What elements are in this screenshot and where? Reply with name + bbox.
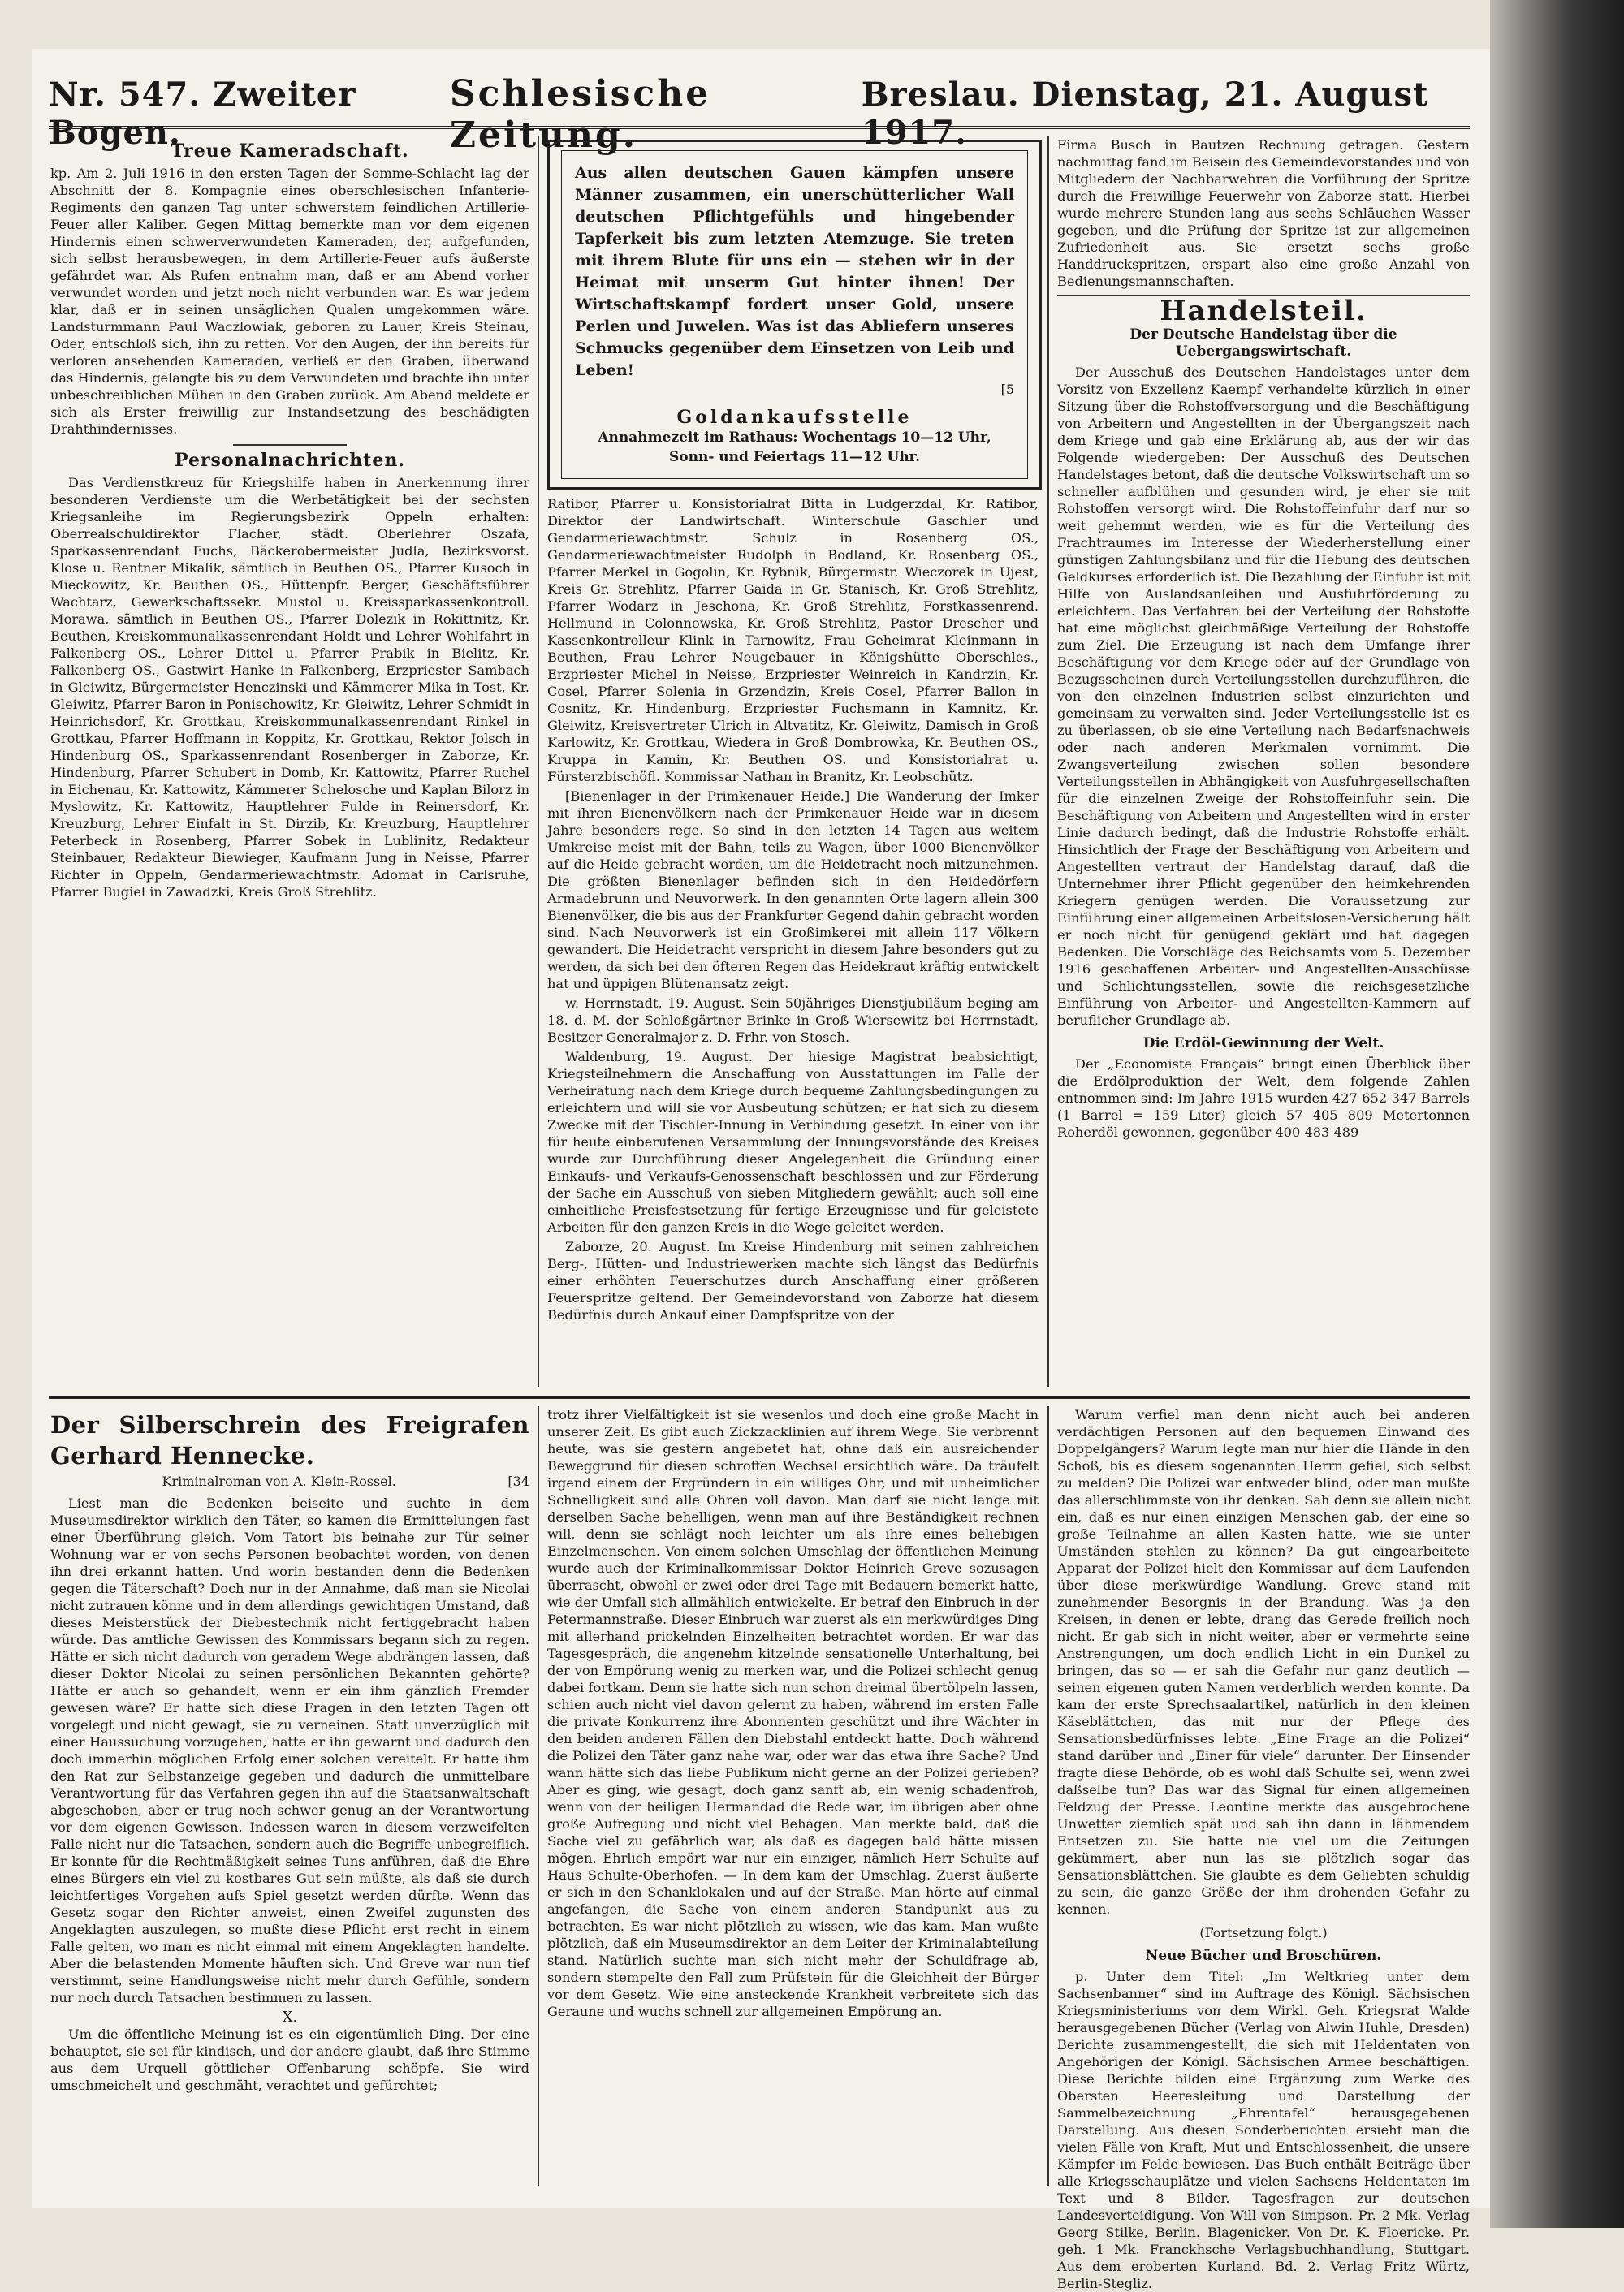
column-divider [1047,136,1049,1387]
issue-number: Nr. 547. Zweiter Bogen. [49,76,356,152]
scan-edge [1490,0,1624,2228]
gold-office-title: Goldankaufsstelle [676,407,913,428]
divider [1057,295,1470,296]
appeal-mark: [5 [1000,382,1014,397]
roman-column-2 [547,1406,1039,2186]
place-date: Breslau. Dienstag, 21. August 1917. [861,76,1429,152]
roman-column-1 [50,1406,529,2186]
gold-hours-weekday: Annahmezeit im Rathaus: Wochentags 10—12 Uhr, [598,429,991,446]
column-divider [538,136,539,1387]
newspaper-title: Schlesische Zeitung. [449,73,711,156]
roman-column-3 [1057,1406,1470,2291]
divider [233,444,347,446]
bienenlager-article: [Bienenlager in der Primkenauer Heide.] Die Wanderung der Imker mit ihren Bienenvölkern nach der Primkenauer Heide war in diesem Jahre besonders rege. So sind in den letzten 14 Tagen aus weitem Umkreise meist mit der Bahn, teils zu Wagen, über 1000 Bienenvölker auf die Heide gebracht worden, um die Heidetracht noch mitzunehmen. Die größten Bienenlager befinden sich in den Heidedörfern Armadebrunn und Neuvorwerk. In den genannten Orte lagern allein 300 Bienenvölker, die bis aus der Frankfurter Gegend dahin gebracht worden sind. Nach Neuvorwerk ist ein Großimkerei mit allein 117 Völkern gewandert. Die Heidetracht verspricht in diesem Jahre besonders gut zu werden, da sich bei den öfteren Regen das Heidekraut kräftig entwickelt hat und üppigen Blütenansatz zeigt. [547,788,1039,991]
personal-article: Das Verdienstkreuz für Kriegshilfe haben in Anerkennung ihrer besonderen Verdienste um die Werbetätigkeit bei der sechsten Kriegsanleihe im Regierungsbezirk Oppeln erhalten: Oberrealschuldirektor Flacher, städt. Oberlehrer Oszafa, Sparkassenrendant Fuchs, Bäckerobermeister Judla, Bezirksvorst. Klose u. Rentner Mikalik, sämtlich in Beuthen OS., Pfarrer Kusoch in Mieckowitz, Kr. Beuthen OS., Hüttenpfr. Berger, Geschäftsführer Wachtarz, Gewerkschaftssekr. Mustol u. Kreissparkassenkontroll. Morawa, sämtlich in Beuthen OS., Pfarrer Dolezik in Rokittnitz, Kr. Beuthen, Kreiskommunalkassenrendant Holdt und Lehrer Wohlfahrt in Falkenberg OS., Lehrer Dittel u. Pfarrer Prabik in Bielitz, Kr. Falkenberg OS., Gastwirt Hanke in Falkenberg, Erzpriester Sambach in Gleiwitz, Bürgermeister Henczinski und Kämmerer Mika in Tost, Kr. Gleiwitz, Pfarrer Baron in Ponischowitz, Kr. Gleiwitz, Lehrer Schmidt in Heinrichsdorf, Kr. Grottkau, Kreiskommunalkassenrendant Rinkel in Grottkau, Pfarrer Hoffmann in Koppitz, Kr. Grottkau, Rektor Jolsch in Hindenburg OS., Sparkassenrendant Rosenberger in Zaborze, Kr. Hindenburg, Pfarrer Schubert in Domb, Kr. Kattowitz, Pfarrer Ruchel in Eichenau, Kr. Kattowitz, Kämmerer Schelosche und Kaplan Bilorz in Myslowitz, Kr. Kattowitz, Hauptlehrer Fulde in Reinersdorf, Kr. Kreuzburg, Lehrer Einfalt in St. Dirzib, Kr. Kreuzburg, Hauptlehrer Peterbeck in Rosenberg, Pfarrer Sobek in Lublinitz, Redakteur Steinbauer, Redakteur Biewieger, Kaufmann Jung in Neisse, Pfarrer Richter in Oppeln, Gendarmeriewachtmstr. Adomat in Carlsruhe, Pfarrer Bugiel in Zawadzki, Kreis Groß Strehlitz. [50,475,529,900]
gold-appeal-text: Aus allen deutschen Gauen kämpfen unsere Männer zusammen, ein unerschütterlicher Wall deutschen Pflichtgefühls und hingebender Tapferkeit bis zum letzten Atemzuge. Sie treten mit ihrem Blute für uns ein — stehen wir in der Heimat mit unserm Gut hinter ihnen! Der Wirtschaftskampf fordert unser Gold, unsere Perlen und Juwelen. Was ist das Abliefern unseres Schmucks gegenüber dem Einsetzen von Leib und Leben! [575,164,1014,379]
column-left [50,136,529,1387]
handelstag-subheading: Der Deutsche Handelstag über die Uebergangswirtschaft. [1129,326,1397,360]
roman-text-3: trotz ihrer Vielfältigkeit ist sie wesenlos und doch eine große Macht in unserer Zeit. Es gibt auch Zickzacklinien auf ihrem Wege. Sie verbrennt heute, was sie gestern angebetet hat, ohne daß ein ausreichender Beweggrund für diesen schroffen Wechsel ersichtlich wäre. Da träufelt irgend einem der Ergründern in ein williges Ohr, und mit unheimlicher Schnelligkeit sind alle Ohren voll davon. Man darf sie nicht lange mit derselben Sache behelligen, wenn man auf ihre Beständigkeit rechnen will, denn sie schlägt noch leichter um als ihre eines beliebigen Einzelmenschen. Von einem solchen Umschlag der öffentlichen Meinung wurde auch der Kriminalkommissar Doktor Heinrich Greve sozusagen überrascht, obwohl er zwei oder drei Tage mit Bedauern bemerkt hatte, wie der Umfall sich allmählich entwickelte. Er betraf den Einbruch in der Petermannstraße. Dieser Einbruch war zuerst als ein merkwürdiges Ding mit allerhand prickelnden Einzelheiten betrachtet worden. Er war das Tagesgespräch, die angenehm kitzelnde sensationelle Unterhaltung, bei der von Empörung wenig zu merken war, und die Polizei schlecht genug dabei fortkam. Denn sie hatte sich nun schon dreimal übertölpeln lassen, schien auch nicht viel davon gelernt zu haben, während im ersten Falle die private Konkurrenz ihre Abonnenten geschützt und ihre Wächter in den beiden anderen Fällen den Diebstahl entdeckt hatte. Doch während die Polizei den Täter ganz nahe war, oder war das etwa ihre Sache? Und wann hätte sich das liebe Publikum nicht gerne an der Polizei gerieben? Aber es ging, wie gesagt, doch ganz sanft ab, ein wenig schadenfroh, wenn von der heiligen Hermandad die Rede war, im übrigen aber ohne große Aufregung und nicht viel Behagen. Man merkte bald, daß die Sache viel zu gefährlich war, als daß es dagegen bald hätte missen mögen. Ehrlich empört war nur ein einziger, nämlich Herr Schulte auf Haus Schulte-Oberhofen. — In dem kam der Umschlag. Zuerst äußerte er sich in den Schanklokalen und auf der Straße. Man hörte auf einmal angefangen, die Sache von einem anderen Standpunkt aus zu betrachten. Es war nicht plötzlich zu wissen, wie das kam. Man wußte plötzlich, daß ein Museumsdirektor an dem Leiter der Kriminalabteilung stand. Natürlich suchte man sich nicht mehr der Schuldfrage ab, sondern stempelte den Fall zum Prüfstein für die Gleichheit der Bürger vor dem Gesetz. Wie eine ansteckende Krankheit verbreitete sich das Geraune und wuchs schnell zur allgemeinen Empörung an. [547,1407,1039,2019]
treue-article: kp. Am 2. Juli 1916 in den ersten Tagen der Somme-Schlacht lag der Abschnitt der 8. Kompagnie eines oberschlesischen Infanterie-Regiments den ganzen Tag unter schwerstem feindlichen Artillerie-Feuer aller Kaliber. Gegen Mittag bemerkte man vor dem eigenen Hindernis einen schwerverwundeten Kameraden, der, aufgefunden, sich selbst herausbewegen, in dem Artillerie-Feuer aufs äußerste gefährdet war. Als Rufen entnahm man, daß er am Abend vorher verwundet worden und jetzt noch nicht verbunden war. Es war jedem klar, daß er in seinen unsäglichen Qualen umgekommen wäre. Landsturmmann Paul Waczlowiak, geboren zu Lauer, Kreis Steinau, Oder, entschloß sich, ihn zu retten. Vor den Augen, der ihn bereits für verloren ansehenden Kameraden, verließ er den Graben, überwand das Hindernis, gelangte bis zu dem Verwundeten und brachte ihn unter unbeschreiblichen Mühen in den Graben zurück. Am Abend meldete er sich als Erster freiwillig zur Instandsetzung des beschädigten Drahthindernisses. [50,166,529,437]
personal-continuation: Ratibor, Pfarrer u. Konsistorialrat Bitta in Ludgerzdal, Kr. Ratibor, Direktor der Landwirtschaft. Winterschule Gaschler und Gendarmeriewachtmstr. Schulz in Rosenberg OS., Gendarmeriewachtmeister Rudolph in Bodland, Kr. Rosenberg OS., Pfarrer Merkel in Gogolin, Kr. Rybnik, Bürgermstr. Wieczorek in Ujest, Kreis Gr. Strehlitz, Pfarrer Gaida in Gr. Stanisch, Kr. Groß Strehlitz, Pfarrer Wodarz in Jeschona, Kr. Groß Strehlitz, Forstkassenrend. Hellmund in Colonnowska, Kr. Groß Strehlitz, Pastor Drescher und Kassenkontrolleur Klink in Tarnowitz, Frau Geheimrat Kleinmann in Beuthen, Frau Lehrer Neugebauer in Königshütte Oberschles., Erzpriester Michel in Neisse, Erzpriester Weinreich in Kandrzin, Kr. Cosel, Pfarrer Solenia in Grzendzin, Kreis Cosel, Pfarrer Ballon in Cosnitz, Kr. Hindenburg, Erzpriester Fuchsmann in Kamnitz, Kr. Gleiwitz, Kreisvertreter Ulrich in Altvatitz, Kr. Gleiwitz, Damisch in Groß Karlowitz, Kr. Grottkau, Wiedera in Groß Dombrowka, Kr. Beuthen OS., Kruppa in Kamin, Kr. Beuthen OS. und Konsistorialrat u. Fürsterzbischöfl. Kommissar Nathan in Branitz, Kr. Leobschütz. [547,496,1039,784]
gold-appeal-box [547,140,1042,490]
column-middle [547,495,1039,1387]
roman-title: Der Silberschrein des Freigrafen Gerhard Hennecke. [50,1411,529,1470]
masthead-rule [49,126,1470,129]
roman-byline [50,1473,529,1490]
roman-author: Kriminalroman von A. Klein-Rossel. [162,1474,396,1489]
column-divider [1047,1406,1049,2186]
gold-hours-sunday: Sonn- und Feiertags 11—12 Uhr. [669,449,920,465]
continued-note: (Fortsetzung folgt.) [1199,1925,1328,1940]
roman-text-2: Um die öffentliche Meinung ist es ein eigentümlich Ding. Der eine behauptet, sie sei für kindisch, und der andere glaubt, daß ihre Stimme aus dem Urquell göttlicher Offenbarung schöpfe. Sie wird umschmeichelt und geschmäht, verachtet und gefürchtet; [50,2027,529,2093]
erdoel-subheading: Die Erdöl-Gewinnung der Welt. [1142,1035,1384,1051]
roman-text-1: Liest man die Bedenken beiseite und suchte in dem Museumsdirektor wirklich den Täter, so kamen die Ermittelungen fast einer Überführung gleich. Vom Tatort bis beinahe zur Tür seiner Wohnung war er von sechs Personen beobachtet worden, von denen ihn drei erkannt hatten. Und worin bestanden denn die Bedenken gegen die Täterschaft? Doch nur in der Annahme, daß man sie Nicolai nicht zutrauen könne und in dem allerdings gewichtigen Umstand, daß dieses Meisterstück der Diebestechnik nicht fertiggebracht haben würde. Das amtliche Gewissen des Kommissars begann sich zu regen. Hätte er sich nicht dadurch von geradem Wege abdrängen lassen, daß dieser Doktor Nicolai zu seinen persönlichen Bekannten gehörte? Hätte er auch so gehandelt, wenn er ein ihm gänzlich Fremder gewesen wäre? Er hatte sich diese Fragen in den letzten Tagen oft vorgelegt und nicht gewagt, sie zu verneinen. Statt unverzüglich mit einer Haussuchung vorzugehen, hatte er ihn gewarnt und dadurch den doch immerhin möglichen Erfolg einer solchen vereitelt. Er hatte ihm den Rat zur Selbstanzeige gegeben und dadurch die unmittelbare Verantwortung für das Verfahren gegen ihn auf die Staatsanwaltschaft abgeschoben, aber er trug noch schwer genug an der Verantwortung vor dem eigenen Gewissen. Indessen waren in diesem verzweifelten Falle nicht nur die Tatsachen, sondern auch die Begriffe unbegreiflich. Er konnte für die Rechtmäßigkeit seines Tuns anführen, daß die Ehre eines Bürgers ein viel zu kostbares Gut sein müßte, als daß sie durch leichtfertiges Vorgehen aufs Spiel gesetzt werden dürfte. Wenn das Gesetz sogar den Richter anweist, einen Zweifel zugunsten des Angeklagten auszulegen, so mußte diese Pflicht erst recht in einem Falle gelten, wo man es nicht einmal mit einem Angeklagten handelte. Aber die belastenden Momente häuften sich. Und Greve war nun tief verstimmt, seine Handlungsweise nicht mehr durch Gefühle, sondern nur noch durch Tatsachen bestimmen zu lassen. [50,1496,529,2005]
erdoel-article: Der „Economiste Français“ bringt einen Überblick über die Erdölproduktion der Welt, dem folgende Zahlen entnommen sind: Im Jahre 1915 wurden 427 652 347 Barrels (1 Barrel = 159 Liter) gleich 57 405 809 Metertonnen Roherdöl gewonnen, gegenüber 400 483 489 [1057,1056,1470,1140]
handelstag-article: Der Ausschuß des Deutschen Handelstages unter dem Vorsitz von Exzellenz Kaempf verhandelte kürzlich in einer Sitzung über die Rohstoffversorgung und die Beschäftigung von Arbeitern und Angestellten in der Übergangszeit nach dem Kriege und gab eine Erklärung ab, aus der wir das Folgende wiedergeben: Der Ausschuß des Deutschen Handelstages betont, daß die deutsche Volkswirtschaft um so schneller aufblühen und gesunden wird, je eher sie mit Rohstoffen versorgt wird. Die Rohstoffeinfuhr darf nur so weit gehemmt werden, wie es für die Verteilung des Frachtraumes im Interesse der Wiederherstellung einer günstigen Zahlungsbilanz und für die Hebung des deutschen Geldkurses erforderlich ist. Die Bezahlung der Einfuhr ist mit Hilfe von Auslandsanleihen und Ausfuhrförderung zu erleichtern. Das Verfahren bei der Verteilung der Rohstoffe hat eine möglichst gleichmäßige Verteilung der Rohstoffe zum Ziel. Die Erzeugung ist nach dem Umfange ihrer Beschäftigung vor dem Kriege oder auf der Grundlage von Bezugsscheinen durch Verteilungsstellen durchzuführen, die von den einzelnen Industrien selbst einzurichten und gemeinsam zu verwalten sind. Jeder Verteilungsstelle ist es zu überlassen, ob sie eine Verteilung nach Bedarfsnachweis oder nach anderen Merkmalen vornimmt. Die Zwangsverteilung zwischen sollen besondere Verteilungsstellen in Abhängigkeit von Ausfuhrgesellschaften für die einzelnen Zweige der Rohstoffeinfuhr sein. Die Beschäftigung von Arbeitern und Angestellten wird in erster Linie dadurch bedingt, daß die Industrie Rohstoffe erhält. Hinsichtlich der Frage der Beschäftigung von Arbeitern und Angestellten vertraut der Handelstag darauf, daß die Unternehmer ihrer Pflicht gegenüber den heimkehrenden Kriegern genügen werden. Die Voraussetzung zur Einführung einer allgemeinen Arbeitslosen-Versicherung hält er noch nicht für genügend geklärt und hat dagegen Bedenken. Die Vorschläge des Reichsamts vom 5. Dezember 1916 geschaffenen Arbeiter- und Angestellten-Ausschüsse und Schlichtungsstellen, sowie die reichsgesetzliche Einführung von Arbeiter- und Angestellten-Kammern auf beruflicher Grundlage ab. [1057,365,1470,1028]
buecher-article: p. Unter dem Titel: „Im Weltkrieg unter dem Sachsenbanner“ sind im Auftrage des Königl. Sächsischen Kriegsministeriums von dem Wirkl. Geh. Kriegsrat Walde herausgegebenen Bücher (Verlag von Alwin Huhle, Dresden) Berichte zusammengestellt, die sich mit Heldentaten von Angehörigen der Königl. Sächsischen Armee beschäftigen. Diese Berichte bilden eine Ergänzung zum Werke des Obersten Heeresleitung und Darstellung der Sammelbezeichnung „Ehrentafel“ herausgegebenen Darstellung. Aus diesen Sonderberichten ersieht man die vielen Fälle von Kraft, Mut und Entschlossenheit, die unsere Kämpfer im Felde bewiesen. Das Buch enthält Beiträge über alle Kriegsschauplätze und vielen Sachsens Heldentaten im Text und 8 Bilder. Tagesfragen zur deutschen Landesverteidigung. Von Will von Simpson. Pr. 2 Mk. Verlag Georg Stilke, Berlin. Blagenicker. Von Dr. K. Floericke. Pr. geh. 1 Mk. Franckhsche Verlagsbuchhandlung, Stuttgart. Aus dem eroberten Kurland. Bd. 2. Verlag Fritz Würtz, Berlin-Stegliz. [1057,1969,1470,2291]
handelsteil-heading: Handelsteil. [1160,295,1367,327]
chapter-numeral: X. [282,2009,298,2026]
zaborze-article: Zaborze, 20. August. Im Kreise Hindenburg mit seinen zahlreichen Berg-, Hütten- und Industriewerken machte sich längst das Bedürfnis einer erhöhten Feuerschutzes durch Anschaffung einer größeren Feuerspritze geltend. Der Gemeindevorstand von Zaborze hat diesem Bedürfnis durch Ankauf einer Dampfspritze von der [547,1239,1039,1323]
feuerspritze-continuation: Firma Busch in Bautzen Rechnung getragen. Gestern nachmittag fand im Beisein des Gemeindevorstandes und von Mitgliedern der Nachbarwehren die Vorführung der Spritze durch die Freiwillige Feuerwehr von Zaborze statt. Hierbei wurde mehrere Stunden lang aus sechs Schläuchen Wasser gegeben, und die Prüfung der Spritze ist zur allgemeinen Zufriedenheit aus. Sie ersetzt sechs große Handdruckspritzen, erspart also eine große Anzahl von Bedienungsmannschaften. [1057,137,1470,289]
roman-text-4: Warum verfiel man denn nicht auch bei anderen verdächtigen Personen auf den bequemen Einwand des Doppelgängers? Warum legte man nur hier die Hände in den Schoß, bis es diesem sogenannten Herrn gefiel, sich selbst zu melden? Die Polizei war entweder blind, oder man mußte das allerschlimmste von ihr denken. Sah denn sie allein nicht ein, daß es nur einen einzigen Menschen gab, der eine so große Teilnahme an allen Kasten hatte, wie sie unter Umständen stehlen zu können? Da gut eingearbeitete Apparat der Polizei hielt den Kommissar auf dem Laufenden über diese merkwürdige Wandlung. Greve stand mit zunehmender Besorgnis in der Brandung. Was ja den Kreisen, in denen er lebte, drang das Gerede freilich noch nicht. Er gab sich in nicht weiter, aber er vermehrte seine Anstrengungen, um doch endlich Licht in ein Dunkel zu bringen, das so — er sah die Gefahr nur ganz deutlich — seinen eigenen guten Namen verderblich werden konnte. Da kam der erste Sprechsaalartikel, natürlich in den kleinen Käseblättchen, das mit nur der Pflege des Sensationsbedürfnisses lebte. „Eine Frage an die Polizei“ stand darüber und „Einer für viele“ darunter. Der Einsender fragte diese Behörde, ob es wohl daß Schulte sei, wenn zwei daßselbe tun? Das war das Signal für einen allgemeinen Feldzug der Presse. Leontine merkte das ausgebrochene Unwetter ziemlich spät und sah ihn dann in lähmendem Entsetzen zu. Sie hatte nie viel um die Zeitungen gekümmert, aber nun las sie plötzlich sogar das Sensationsblättchen. Sie glaubte es dem Geliebten schuldig zu sein, die ganze Größe der ihm drohenden Gefahr zu kennen. [1057,1407,1470,1917]
treue-heading: Treue Kameradschaft. [171,140,409,162]
installment-number: [34 [508,1474,529,1489]
column-divider [538,1406,539,2186]
waldenburg-article: Waldenburg, 19. August. Der hiesige Magistrat beabsichtigt, Kriegsteilnehmern die Anschaffung von Ausstattungen im Falle der Verheiratung nach dem Kriege durch bequeme Zahlungsbedingungen zu erleichtern und will sie vor Ausbeutung schützen; er hat sich zu diesem Zwecke mit der Tischler-Innung in Verbindung gesetzt. In einer von ihr für heute einberufenen Versammlung der Innungsvorstände des Kreises wurde zur Durchführung dieser Angelegenheit die Gründung einer Einkaufs- und Verkaufs-Genossenschaft beschlossen und zur Förderung der Sache ein Ausschuß von sieben Mitgliedern gewählt; auch soll eine einheitliche Preisfestsetzung für fertige Erzeugnisse und für geleistete Arbeiten für den ganzen Kreis in die Wege geleitet werden. [547,1049,1039,1235]
gold-appeal-inner [561,150,1028,479]
newspaper-page [32,49,1490,2291]
buecher-heading: Neue Bücher und Broschüren. [1145,1948,1382,1964]
column-right [1057,136,1470,1387]
personal-heading: Personalnachrichten. [175,450,405,471]
herrnstadt-article: w. Herrnstadt, 19. August. Sein 50jähriges Dienstjubiläum beging am 18. d. M. der Schloßgärtner Brinke in Groß Wiersewitz bei Herrnstadt, Besitzer Generalmajor z. D. Frhr. von Stosch. [547,995,1039,1045]
feuilleton-rule [49,1396,1470,1399]
